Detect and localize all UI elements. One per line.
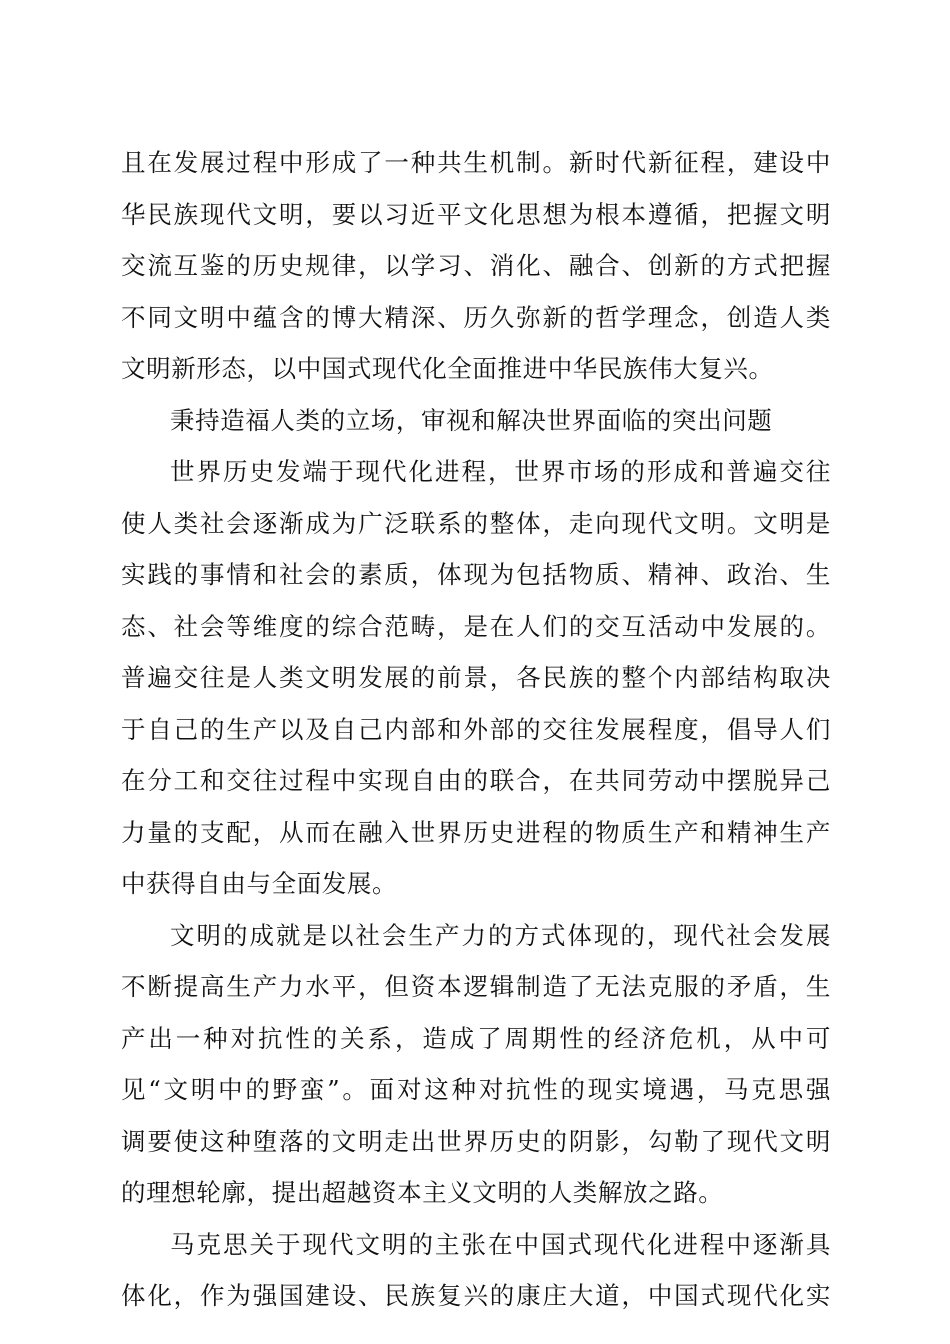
paragraph-1-line-4: 不同文明中蕴含的博大精深、历久弥新的哲学理念，创造人类 <box>121 302 831 332</box>
paragraph-2-line-3: 实践的事情和社会的素质，体现为包括物质、精神、政治、生 <box>121 560 831 589</box>
paragraph-3-line-6: 的理想轮廓，提出超越资本主义文明的人类解放之路。 <box>121 1178 724 1207</box>
paragraph-4-line-1: 马克思关于现代文明的主张在中国式现代化进程中逐渐具 <box>170 1229 831 1259</box>
paragraph-1-line-3: 交流互鉴的历史规律，以学习、消化、融合、创新的方式把握 <box>121 251 831 280</box>
document-body <box>121 137 831 1322</box>
paragraph-1-line-2: 华民族现代文明，要以习近平文化思想为根本遵循，把握文明 <box>121 199 831 229</box>
paragraph-2-line-9: 中获得自由与全面发展。 <box>121 869 398 898</box>
paragraph-3-line-5: 调要使这种堕落的文明走出世界历史的阴影，勾勒了现代文明 <box>121 1126 831 1156</box>
paragraph-1-line-5: 文明新形态，以中国式现代化全面推进中华民族伟大复兴。 <box>121 354 774 383</box>
paragraph-2-line-6: 于自己的生产以及自己内部和外部的交往发展程度，倡导人们 <box>121 714 831 744</box>
paragraph-2-line-7: 在分工和交往过程中实现自由的联合，在共同劳动中摆脱异己 <box>121 766 831 795</box>
paragraph-4-line-2: 体化，作为强国建设、民族复兴的康庄大道，中国式现代化实 <box>121 1281 831 1310</box>
section-heading: 秉持造福人类的立场，审视和解决世界面临的突出问题 <box>170 405 773 435</box>
paragraph-2-line-8: 力量的支配，从而在融入世界历史进程的物质生产和精神生产 <box>121 817 831 847</box>
paragraph-1-line-1: 且在发展过程中形成了一种共生机制。新时代新征程，建设中 <box>121 148 831 177</box>
paragraph-2-line-4: 态、社会等维度的综合范畴，是在人们的交互活动中发展的。 <box>121 611 831 641</box>
paragraph-3-line-1: 文明的成就是以社会生产力的方式体现的，现代社会发展 <box>170 920 831 950</box>
paragraph-2-line-5: 普遍交往是人类文明发展的前景，各民族的整个内部结构取决 <box>121 663 831 692</box>
paragraph-3-line-2: 不断提高生产力水平，但资本逻辑制造了无法克服的矛盾，生 <box>121 972 831 1001</box>
paragraph-3-line-4: 见“文明中的野蛮”。面对这种对抗性的现实境遇，马克思强 <box>121 1075 831 1104</box>
paragraph-2-line-2: 使人类社会逐渐成为广泛联系的整体，走向现代文明。文明是 <box>121 508 831 538</box>
paragraph-2-line-1: 世界历史发端于现代化进程，世界市场的形成和普遍交往 <box>170 457 831 486</box>
paragraph-3-line-3: 产出一种对抗性的关系，造成了周期性的经济危机，从中可 <box>121 1023 831 1053</box>
